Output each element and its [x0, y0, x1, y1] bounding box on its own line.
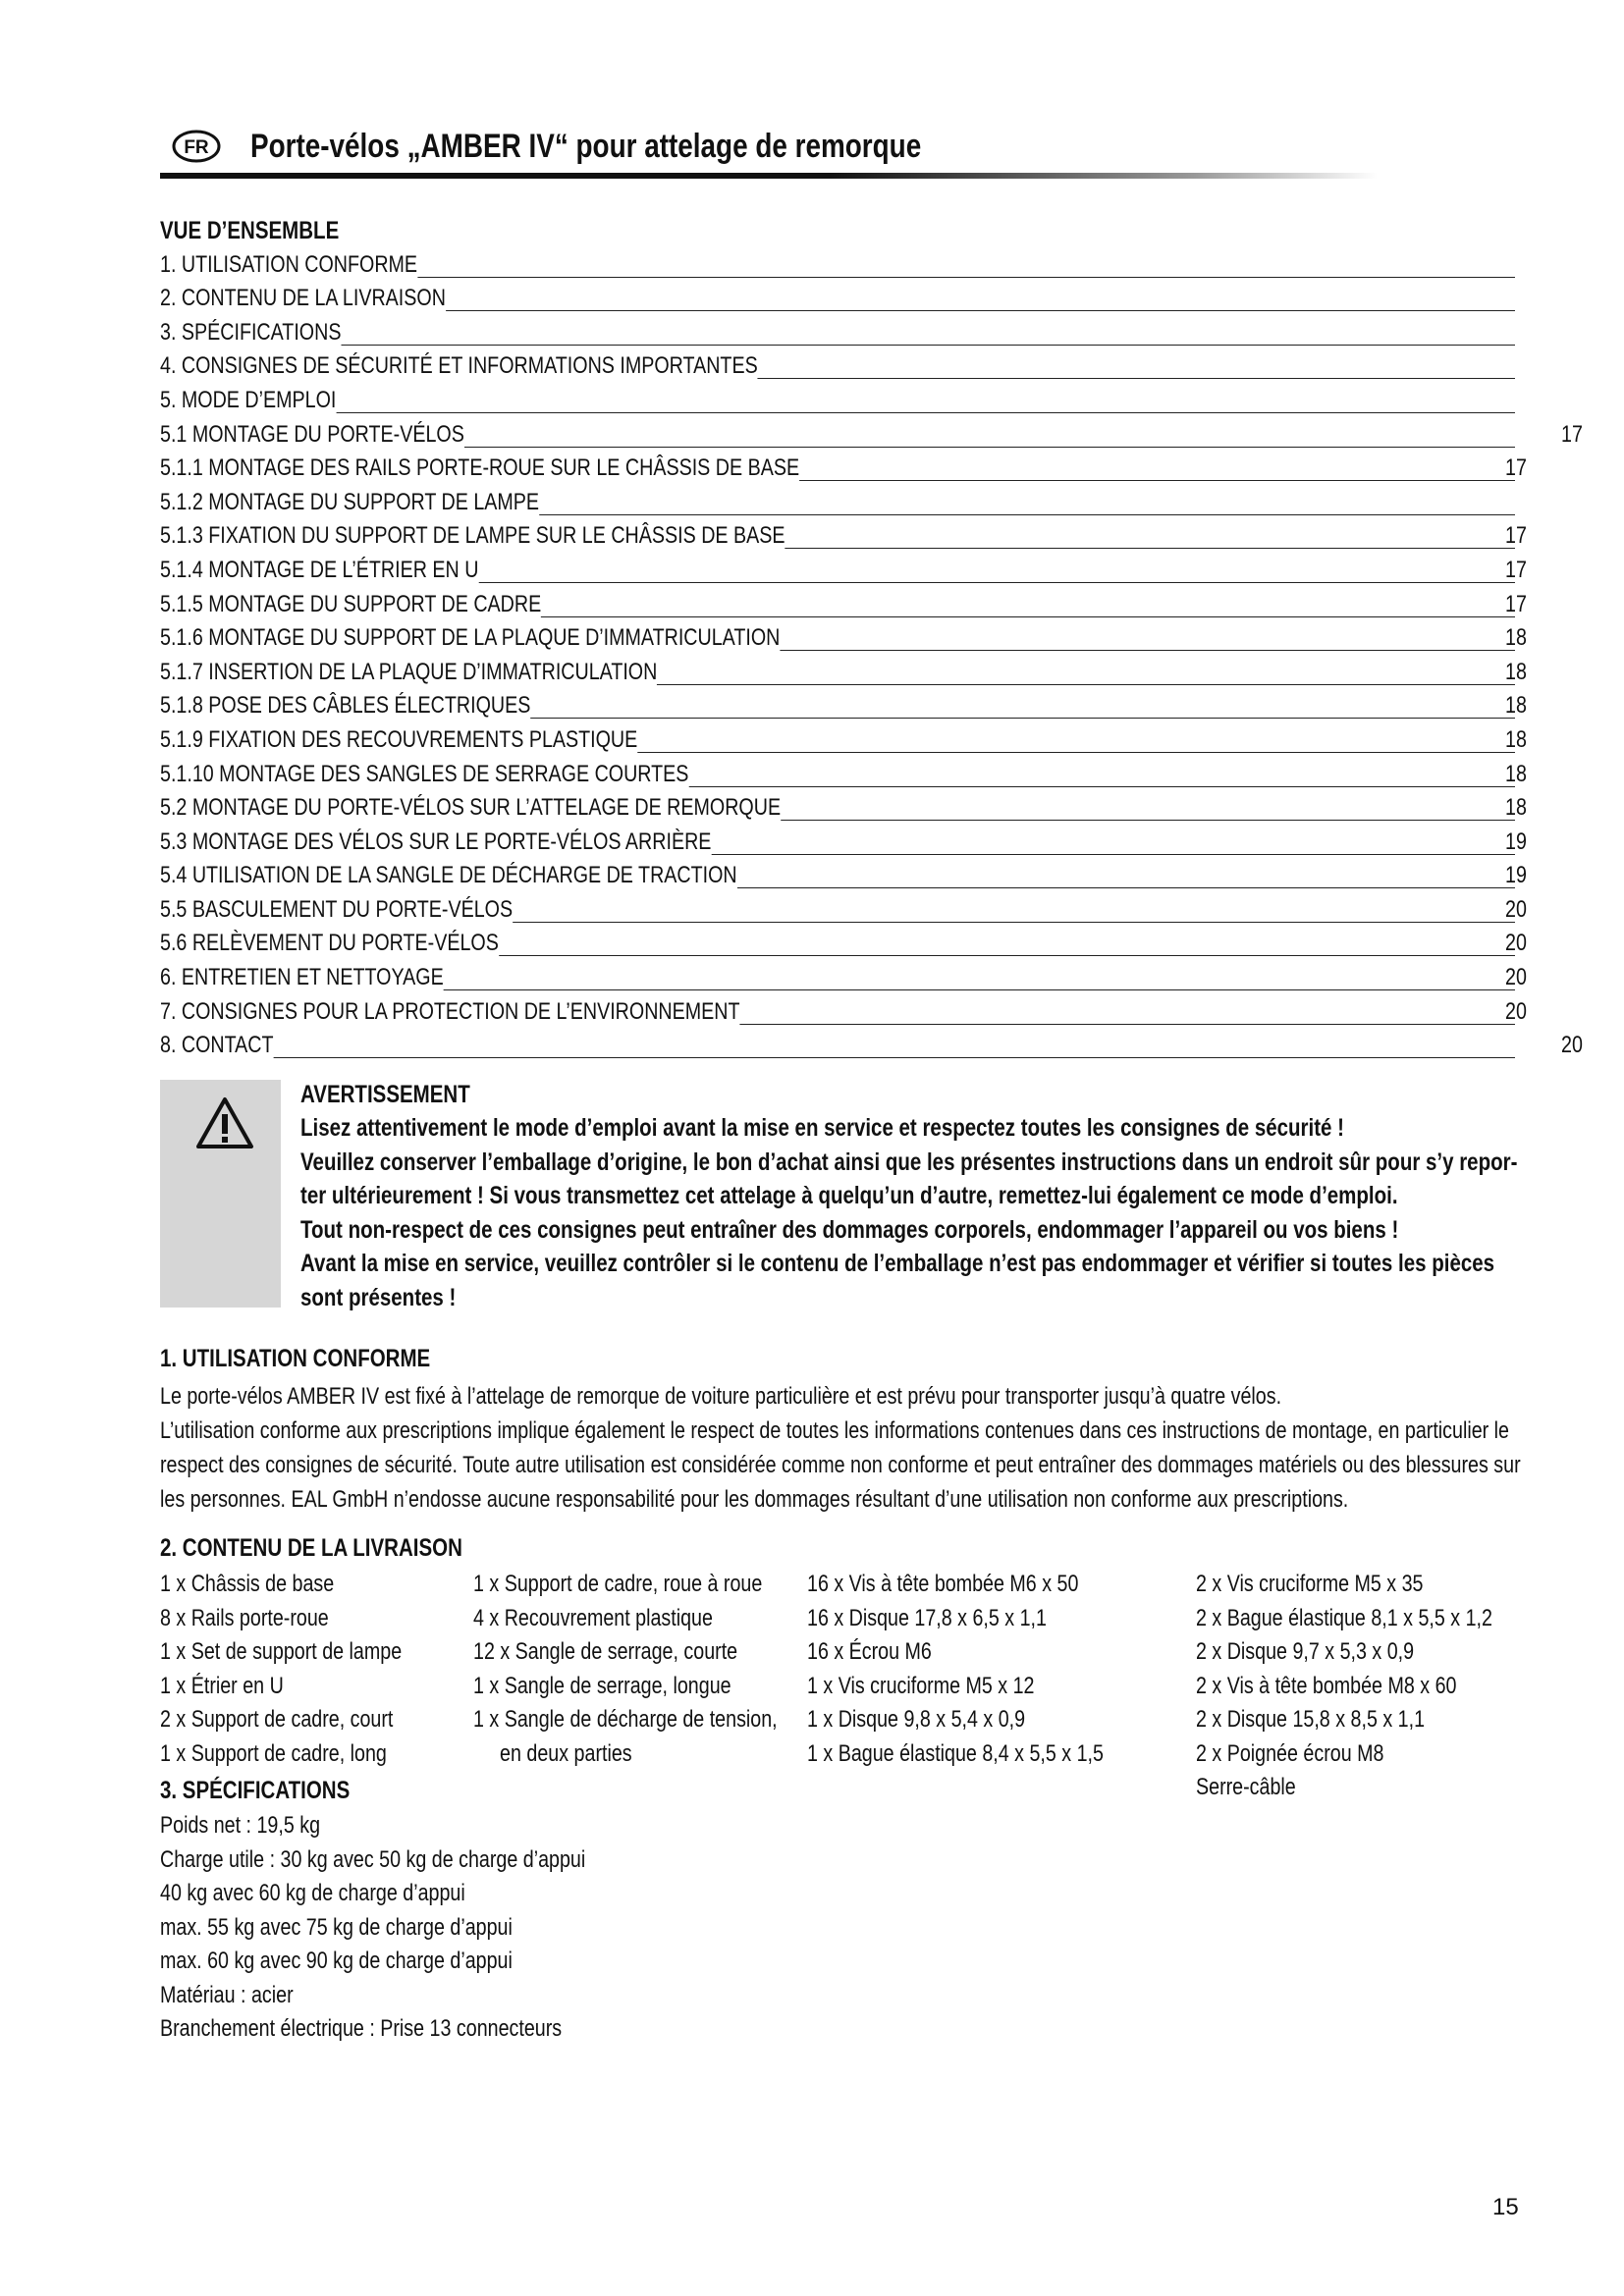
toc-entry-label: 5.1.7 INSERTION DE LA PLAQUE D’IMMATRICULATION: [160, 658, 658, 685]
toc-entry-label: 5.1.10 MONTAGE DES SANGLES DE SERRAGE COURTES: [160, 760, 689, 787]
section-1-line: Le porte-vélos AMBER IV est fixé à l’attelage de remorque de voiture particulière et est prévu pour transporter jusqu’à quatre vélos.: [160, 1383, 1282, 1410]
toc-row: [160, 553, 1584, 587]
section-2-title: 2. CONTENU DE LA LIVRAISON: [160, 1534, 462, 1562]
toc-leader-line: [160, 1057, 1515, 1058]
toc-entry-page: 20: [1561, 1032, 1583, 1059]
warning-line: Tout non-respect de ces consignes peut entraîner des dommages corporels, endommager l’appareil ou vos biens !: [300, 1215, 1399, 1244]
delivery-item: 12 x Sangle de serrage, courte: [473, 1638, 738, 1665]
toc-entry-label: 2. CONTENU DE LA LIVRAISON: [160, 285, 446, 312]
toc-entry-page: 18: [1505, 794, 1527, 822]
toc-entry-page: 18: [1505, 624, 1527, 652]
toc-entry-label: 4. CONSIGNES DE SÉCURITÉ ET INFORMATIONS IMPORTANTES: [160, 352, 758, 380]
delivery-item: 1 x Vis cruciforme M5 x 12: [807, 1672, 1035, 1699]
toc-entry-page: 20: [1505, 997, 1527, 1025]
spec-line: Poids net : 19,5 kg: [160, 1812, 321, 1839]
toc-entry-label: 5.3 MONTAGE DES VÉLOS SUR LE PORTE-VÉLOS ARRIÈRE: [160, 828, 712, 855]
toc-entry-label: 8. CONTACT: [160, 1032, 274, 1059]
toc-row: [160, 315, 1584, 349]
toc-row: [160, 1029, 1584, 1063]
toc-entry-label: 5.1.6 MONTAGE DU SUPPORT DE LA PLAQUE D’IMMATRICULATION: [160, 624, 781, 652]
warning-line: Avant la mise en service, veuillez contrôler si le contenu de l’emballage n’est pas endommager et vérifier si toutes les pièces: [300, 1250, 1495, 1278]
delivery-item: 1 x Support de cadre, roue à roue: [473, 1571, 763, 1597]
toc-entry-label: 7. CONSIGNES POUR LA PROTECTION DE L’ENVIRONNEMENT: [160, 997, 740, 1025]
toc-entry-label: 5.5 BASCULEMENT DU PORTE-VÉLOS: [160, 895, 514, 923]
warning-triangle-icon: [195, 1095, 254, 1150]
toc-entry-label: 6. ENTRETIEN ET NETTOYAGE: [160, 964, 444, 991]
toc-entry-label: 3. SPÉCIFICATIONS: [160, 318, 342, 346]
toc-row: [160, 519, 1584, 554]
delivery-item: 2 x Poignée écrou M8: [1196, 1739, 1384, 1767]
delivery-item: 1 x Sangle de serrage, longue: [473, 1672, 731, 1699]
section-1-line: L’utilisation conforme aux prescriptions implique également le respect de toutes les informations contenues dans ces instructions de montage, en particulier le: [160, 1417, 1509, 1444]
toc-entry-label: 5.1 MONTAGE DU PORTE-VÉLOS: [160, 420, 464, 448]
section-1-text: [160, 1379, 1624, 1517]
delivery-item: en deux parties: [500, 1739, 632, 1767]
toc-row: [160, 452, 1584, 486]
toc-row: [160, 994, 1584, 1029]
toc-row: [160, 689, 1584, 723]
delivery-column-2: [473, 1568, 844, 1771]
toc-entry-label: 5.1.2 MONTAGE DU SUPPORT DE LAMPE: [160, 488, 540, 515]
fr-language-badge-icon: [172, 130, 221, 163]
fr-badge-text: FR: [184, 137, 209, 158]
toc-entry-page: 20: [1505, 930, 1527, 957]
delivery-column-4: [1196, 1568, 1557, 1805]
delivery-item: 1 x Set de support de lampe: [160, 1638, 403, 1665]
toc-entry-page: 18: [1505, 760, 1527, 787]
toc-leader-line: [160, 345, 1515, 346]
toc-entry-page: 18: [1505, 658, 1527, 685]
toc-row: [160, 722, 1584, 757]
toc-row: [160, 859, 1584, 893]
toc-entry-page: 17: [1505, 522, 1527, 550]
toc-entry-label: 5.1.4 MONTAGE DE L’ÉTRIER EN U: [160, 556, 479, 583]
toc-entry-page: 19: [1505, 862, 1527, 889]
delivery-item: 16 x Écrou M6: [807, 1638, 932, 1665]
warning-text: [300, 1078, 1577, 1315]
spec-line: Branchement électrique : Prise 13 connecteurs: [160, 2015, 563, 2042]
delivery-column-3: [807, 1568, 1168, 1771]
delivery-item: 2 x Disque 9,7 x 5,3 x 0,9: [1196, 1638, 1415, 1665]
specifications-list: [160, 1809, 678, 2047]
header-rule: [160, 173, 1378, 179]
toc-entry-label: 5. MODE D’EMPLOI: [160, 386, 337, 413]
toc-entry-page: 17: [1505, 590, 1527, 617]
toc-entry-label: 5.6 RELÈVEMENT DU PORTE-VÉLOS: [160, 930, 499, 957]
delivery-item: 1 x Support de cadre, long: [160, 1739, 387, 1767]
delivery-column-1: [160, 1568, 455, 1771]
toc-row: [160, 825, 1584, 859]
toc-row: [160, 282, 1584, 316]
toc-entry-label: 5.1.3 FIXATION DU SUPPORT DE LAMPE SUR LE CHÂSSIS DE BASE: [160, 522, 785, 550]
toc-entry-page: 17: [1561, 420, 1583, 448]
delivery-item: 1 x Châssis de base: [160, 1571, 335, 1597]
delivery-item: 16 x Disque 17,8 x 6,5 x 1,1: [807, 1604, 1047, 1631]
warning-line: Lisez attentivement le mode d’emploi avant la mise en service et respectez toutes les consignes de sécurité !: [300, 1114, 1344, 1142]
toc-entry-label: 5.4 UTILISATION DE LA SANGLE DE DÉCHARGE DE TRACTION: [160, 862, 737, 889]
toc-entry-label: 1. UTILISATION CONFORME: [160, 250, 418, 278]
toc-row: [160, 417, 1584, 452]
toc-row: [160, 349, 1584, 384]
delivery-item: 2 x Vis cruciforme M5 x 35: [1196, 1571, 1424, 1597]
spec-line: max. 55 kg avec 75 kg de charge d’appui: [160, 1913, 513, 1941]
warning-box: [160, 1080, 281, 1308]
delivery-item: 16 x Vis à tête bombée M6 x 50: [807, 1571, 1079, 1597]
toc-row: [160, 757, 1584, 791]
toc-row: [160, 621, 1584, 656]
spec-line: 40 kg avec 60 kg de charge d’appui: [160, 1880, 465, 1906]
section-3-title: 3. SPÉCIFICATIONS: [160, 1777, 351, 1804]
delivery-item: 2 x Bague élastique 8,1 x 5,5 x 1,2: [1196, 1604, 1492, 1631]
page-header: [160, 122, 1378, 181]
spec-line: Charge utile : 30 kg avec 50 kg de charge d’appui: [160, 1845, 586, 1873]
delivery-item: 1 x Bague élastique 8,4 x 5,5 x 1,5: [807, 1739, 1104, 1767]
toc-row: [160, 927, 1584, 961]
toc-row: [160, 655, 1584, 689]
toc-leader-line: [160, 412, 1515, 413]
toc-entry-page: 18: [1505, 725, 1527, 753]
delivery-item: 2 x Disque 15,8 x 8,5 x 1,1: [1196, 1706, 1426, 1733]
section-1-line: respect des consignes de sécurité. Toute autre utilisation est considérée comme non conforme et peut entraîner des dommages matériels ou des blessures sur: [160, 1452, 1521, 1478]
table-of-contents: [160, 214, 1584, 1062]
page-number: 15: [1492, 2194, 1519, 2220]
toc-row: [160, 791, 1584, 826]
delivery-item: 1 x Étrier en U: [160, 1672, 284, 1699]
toc-entry-page: 20: [1505, 964, 1527, 991]
warning-title: AVERTISSEMENT: [300, 1081, 470, 1108]
toc-entry-label: 5.1.1 MONTAGE DES RAILS PORTE-ROUE SUR LE CHÂSSIS DE BASE: [160, 454, 800, 482]
toc-entry-page: 17: [1505, 454, 1527, 482]
delivery-item: 2 x Vis à tête bombée M8 x 60: [1196, 1672, 1457, 1699]
delivery-item: 1 x Disque 9,8 x 5,4 x 0,9: [807, 1706, 1026, 1733]
toc-entry-page: 20: [1505, 895, 1527, 923]
section-1-title: 1. UTILISATION CONFORME: [160, 1345, 431, 1372]
toc-row: [160, 247, 1584, 282]
toc-entry-label: 5.1.5 MONTAGE DU SUPPORT DE CADRE: [160, 590, 542, 617]
delivery-item: Serre-câble: [1196, 1774, 1296, 1800]
warning-line: Veuillez conserver l’emballage d’origine, le bon d’achat ainsi que les présentes instructions dans un endroit sûr pour s’y repor-: [300, 1148, 1518, 1176]
toc-entry-page: 19: [1505, 828, 1527, 855]
toc-entry-page: 18: [1505, 692, 1527, 720]
toc-row: [160, 485, 1584, 519]
toc-entry-label: 5.2 MONTAGE DU PORTE-VÉLOS SUR L’ATTELAGE DE REMORQUE: [160, 794, 782, 822]
delivery-item: 8 x Rails porte-roue: [160, 1604, 329, 1631]
toc-row: [160, 960, 1584, 994]
toc-heading: VUE D’ENSEMBLE: [160, 217, 340, 244]
toc-entry-label: 5.1.8 POSE DES CÂBLES ÉLECTRIQUES: [160, 692, 531, 720]
spec-line: Matériau : acier: [160, 1981, 294, 2008]
toc-entry-page: 17: [1505, 556, 1527, 583]
delivery-item: 1 x Sangle de décharge de tension,: [473, 1706, 778, 1733]
warning-line: sont présentes !: [300, 1283, 457, 1311]
page-title: Porte-vélos „AMBER IV“ pour attelage de remorque: [250, 128, 922, 165]
warning-line: ter ultérieurement ! Si vous transmettez cet attelage à quelqu’un d’autre, remettez-lui également ce mode d’emploi.: [300, 1182, 1398, 1210]
toc-entry-label: 5.1.9 FIXATION DES RECOUVREMENTS PLASTIQUE: [160, 725, 638, 753]
spec-line: max. 60 kg avec 90 kg de charge d’appui: [160, 1948, 513, 1974]
toc-row: [160, 892, 1584, 927]
delivery-item: 4 x Recouvrement plastique: [473, 1604, 713, 1631]
toc-row: [160, 587, 1584, 621]
section-1-line: les personnes. EAL GmbH n’endosse aucune responsabilité pour les dommages résultant d’une utilisation non conforme aux prescriptions.: [160, 1486, 1349, 1513]
toc-row: [160, 383, 1584, 417]
delivery-item: 2 x Support de cadre, court: [160, 1706, 394, 1733]
